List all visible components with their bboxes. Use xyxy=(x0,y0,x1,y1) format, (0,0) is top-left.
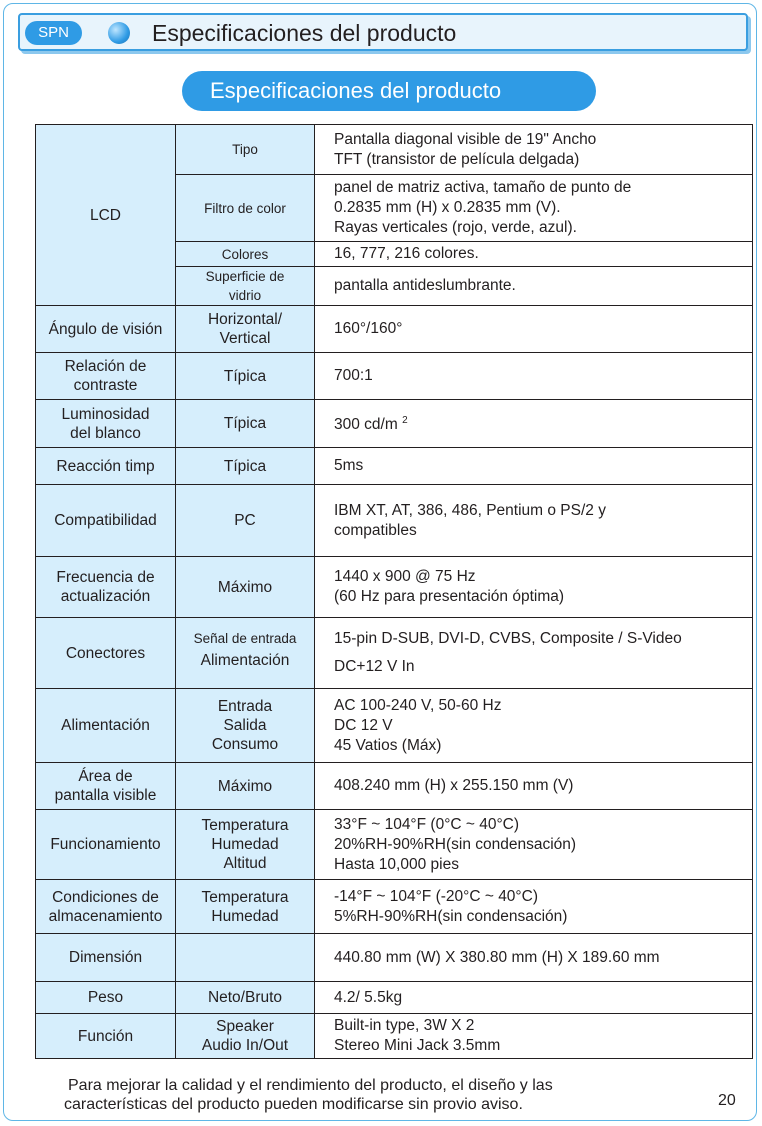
table-row xyxy=(36,1014,753,1059)
table-row xyxy=(36,982,753,1014)
subitem-line: Humedad xyxy=(211,907,279,925)
value-line: Built-in type, 3W X 2 xyxy=(334,1017,475,1034)
row-subitem xyxy=(176,934,315,982)
row-label: Conectores xyxy=(36,618,176,689)
row-value xyxy=(315,880,753,934)
row-label: Reacción timp xyxy=(36,448,176,485)
row-label xyxy=(36,557,176,618)
value-line: DC 12 V xyxy=(334,716,393,734)
row-label: LCD xyxy=(36,125,176,306)
row-subitem xyxy=(176,1014,315,1059)
value-line: 0.2835 mm (H) x 0.2835 mm (V). xyxy=(334,199,561,216)
table-row xyxy=(36,353,753,400)
value-line: compatibles xyxy=(334,521,417,539)
table-row xyxy=(36,485,753,557)
table-row xyxy=(36,306,753,353)
label-line: Área de xyxy=(78,768,133,785)
row-label: Ángulo de visión xyxy=(36,306,176,353)
page-number: 20 xyxy=(718,1092,736,1109)
row-subitem xyxy=(176,880,315,934)
row-subitem: Máximo xyxy=(176,763,315,810)
row-value: 4.2/ 5.5kg xyxy=(315,982,753,1014)
subitem-line: Audio In/Out xyxy=(201,1037,289,1054)
table-row xyxy=(36,448,753,485)
table-row xyxy=(36,934,753,982)
value-line: (60 Hz para presentación óptima) xyxy=(334,588,565,605)
value-line: 5%RH-90%RH(sin condensación) xyxy=(334,907,568,925)
row-subitem: Típica xyxy=(176,448,315,485)
row-value: 408.240 mm (H) x 255.150 mm (V) xyxy=(315,763,753,810)
table-row xyxy=(36,880,753,934)
row-value xyxy=(315,618,753,689)
value-line: Rayas verticales (rojo, verde, azul). xyxy=(334,219,577,236)
label-line: actualización xyxy=(60,588,151,605)
subitem-line: Humedad xyxy=(211,836,279,853)
row-value xyxy=(315,485,753,557)
table-row xyxy=(36,125,753,175)
value-line: IBM XT, AT, 386, 486, Pentium o PS/2 y xyxy=(334,501,606,519)
row-label: Compatibilidad xyxy=(36,485,176,557)
row-subitem: Típica xyxy=(176,400,315,448)
table-row xyxy=(36,557,753,618)
subitem-line: Horizontal/ xyxy=(207,311,283,328)
row-value xyxy=(315,810,753,880)
row-subitem xyxy=(176,689,315,763)
label-line: pantalla visible xyxy=(54,787,157,804)
subitem-line: Consumo xyxy=(211,736,279,753)
row-value: 700:1 xyxy=(315,353,753,400)
row-subitem: Máximo xyxy=(176,557,315,618)
label-line: contraste xyxy=(73,377,138,394)
subitem-line: Temperatura xyxy=(201,888,289,906)
subitem-line: Temperatura xyxy=(201,817,289,834)
row-label: Funcionamiento xyxy=(36,810,176,880)
row-label xyxy=(36,880,176,934)
value-line: 20%RH-90%RH(sin condensación) xyxy=(334,835,577,853)
row-value xyxy=(315,175,753,242)
footer-note xyxy=(64,1076,664,1114)
row-value xyxy=(315,1014,753,1059)
label-line: almacenamiento xyxy=(48,907,163,925)
subitem-line: Vertical xyxy=(219,330,271,347)
label-line: del blanco xyxy=(70,424,141,442)
label-line: Luminosidad xyxy=(61,405,150,423)
label-line: Frecuencia de xyxy=(56,569,155,586)
row-subitem: Colores xyxy=(176,242,315,267)
subitem-line: Señal de entrada xyxy=(193,630,297,646)
row-subitem xyxy=(176,618,315,689)
label-line: Relación de xyxy=(64,358,147,375)
row-value xyxy=(315,125,753,175)
row-subitem xyxy=(176,306,315,353)
row-subitem: Típica xyxy=(176,353,315,400)
row-label xyxy=(36,353,176,400)
row-subitem: Tipo xyxy=(176,125,315,175)
row-value: 16, 777, 216 colores. xyxy=(315,242,753,267)
value-line: DC+12 V In xyxy=(334,658,415,675)
value-line: 15-pin D-SUB, DVI-D, CVBS, Composite / S-Video xyxy=(334,630,682,647)
language-badge: SPN xyxy=(25,21,82,45)
subitem-line: Salida xyxy=(223,717,267,734)
header-title: Especificaciones del producto xyxy=(152,20,457,46)
subitem-line: Superficie de xyxy=(205,269,285,284)
value-line: 1440 x 900 @ 75 Hz xyxy=(334,568,476,585)
row-subitem: Neto/Bruto xyxy=(176,982,315,1014)
row-subitem xyxy=(176,267,315,306)
value-line: -14°F ~ 104°F (-20°C ~ 40°C) xyxy=(334,887,538,905)
subitem-line: Altitud xyxy=(223,855,267,872)
table-row xyxy=(36,400,753,448)
subitem-line: Speaker xyxy=(216,1018,274,1035)
value-line: TFT (transistor de película delgada) xyxy=(334,150,580,168)
table-row xyxy=(36,810,753,880)
section-title: Especificaciones del producto xyxy=(182,71,596,111)
row-label xyxy=(36,400,176,448)
subitem-line: Alimentación xyxy=(200,651,290,669)
table-row xyxy=(36,689,753,763)
row-label: Alimentación xyxy=(36,689,176,763)
value-line: 45 Vatios (Máx) xyxy=(334,736,442,754)
row-subitem: Filtro de color xyxy=(176,175,315,242)
superscript: 2 xyxy=(402,415,408,427)
subitem-line: vidrio xyxy=(228,288,262,303)
row-value xyxy=(315,400,753,448)
value-line: 33°F ~ 104°F (0°C ~ 40°C) xyxy=(334,815,520,833)
subitem-line: Entrada xyxy=(217,698,273,715)
row-value: 5ms xyxy=(315,448,753,485)
row-subitem: PC xyxy=(176,485,315,557)
row-label xyxy=(36,763,176,810)
value-line: AC 100-240 V, 50-60 Hz xyxy=(334,696,502,714)
value-line: Pantalla diagonal visible de 19" Ancho xyxy=(334,130,597,148)
row-value xyxy=(315,689,753,763)
value-line: panel de matriz activa, tamaño de punto de xyxy=(334,179,632,196)
globe-icon xyxy=(108,22,130,44)
row-value: 440.80 mm (W) X 380.80 mm (H) X 189.60 mm xyxy=(315,934,753,982)
row-value: 160°/160° xyxy=(315,306,753,353)
footer-line: Para mejorar la calidad y el rendimiento del producto, el diseño y las xyxy=(68,1077,553,1094)
row-label: Peso xyxy=(36,982,176,1014)
specs-table xyxy=(35,124,753,1059)
table-row xyxy=(36,763,753,810)
row-value xyxy=(315,557,753,618)
footer-line: características del producto pueden modificarse sin provio aviso. xyxy=(64,1096,523,1113)
row-value: pantalla antideslumbrante. xyxy=(315,267,753,306)
value-text: 300 cd/m xyxy=(334,416,398,434)
row-label: Dimensión xyxy=(36,934,176,982)
table-row xyxy=(36,618,753,689)
row-subitem xyxy=(176,810,315,880)
value-line: Stereo Mini Jack 3.5mm xyxy=(334,1037,501,1054)
row-label: Función xyxy=(36,1014,176,1059)
value-line: Hasta 10,000 pies xyxy=(334,855,459,873)
label-line: Condiciones de xyxy=(52,888,159,906)
